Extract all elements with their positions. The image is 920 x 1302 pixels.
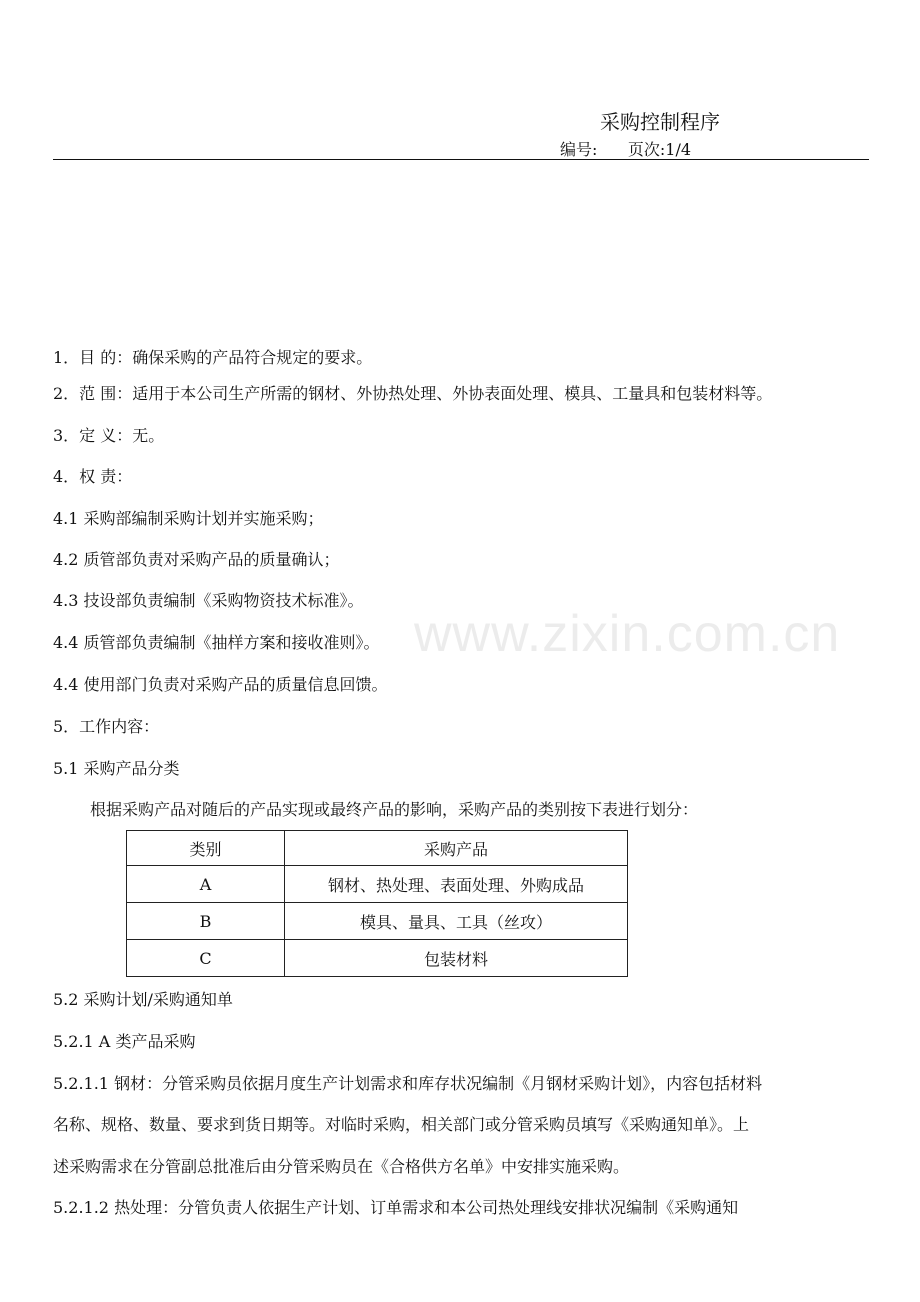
table-header-product: 采购产品	[285, 831, 628, 866]
item-5-1: 5.1 采购产品分类	[53, 759, 180, 778]
classification-table	[126, 830, 628, 977]
table-header-category: 类别	[127, 831, 285, 866]
document-number-page: 编号: 页次:1/4	[560, 140, 692, 159]
item-4-3: 4.3 技设部负责编制《采购物资技术标准》。	[53, 591, 364, 610]
item-5-2-1: 5.2.1 A 类产品采购	[53, 1032, 196, 1051]
table-row	[127, 903, 628, 940]
table-cell-product: 钢材、热处理、表面处理、外购成品	[285, 866, 628, 903]
table-cell-category: C	[127, 940, 285, 977]
item-4-4b: 4.4 使用部门负责对采购产品的质量信息回馈。	[53, 675, 388, 694]
section-work-content: 5．工作内容：	[53, 717, 160, 736]
item-4-4a: 4.4 质管部负责编制《抽样方案和接收准则》。	[53, 633, 380, 652]
section-definition: 3．定 义：无。	[53, 426, 165, 445]
item-5-2-1-2-line1: 5.2.1.2 热处理：分管负责人依据生产计划、订单需求和本公司热处理线安排状况编制《采购通知	[53, 1198, 739, 1217]
section-scope: 2．范 围：适用于本公司生产所需的钢材、外协热处理、外协表面处理、模具、工量具和包装材料等。	[53, 384, 773, 403]
document-title: 采购控制程序	[600, 110, 720, 134]
item-5-2: 5.2 采购计划/采购通知单	[53, 990, 233, 1009]
section-purpose: 1．目 的：确保采购的产品符合规定的要求。	[53, 348, 373, 367]
table-cell-product: 模具、量具、工具（丝攻）	[285, 903, 628, 940]
item-4-1: 4.1 采购部编制采购计划并实施采购；	[53, 509, 324, 528]
table-cell-product: 包装材料	[285, 940, 628, 977]
table-row	[127, 940, 628, 977]
item-5-2-1-1-line1: 5.2.1.1 钢材：分管采购员依据月度生产计划需求和库存状况编制《月钢材采购计划》，内容包括材料	[53, 1074, 763, 1093]
item-4-2: 4.2 质管部负责对采购产品的质量确认；	[53, 550, 340, 569]
classification-intro: 根据采购产品对随后的产品实现或最终产品的影响，采购产品的类别按下表进行划分：	[90, 800, 699, 819]
item-5-2-1-1-line2: 名称、规格、数量、要求到货日期等。对临时采购，相关部门或分管采购员填写《采购通知单》。上	[53, 1115, 750, 1134]
header-divider	[53, 159, 869, 160]
section-responsibility: 4．权 责：	[53, 467, 133, 486]
table-row	[127, 866, 628, 903]
item-5-2-1-1-line3: 述采购需求在分管副总批准后由分管采购员在《合格供方名单》中安排实施采购。	[53, 1157, 630, 1176]
table-header-row	[127, 831, 628, 866]
table-cell-category: B	[127, 903, 285, 940]
table-cell-category: A	[127, 866, 285, 903]
watermark: www.zixin.com.cn	[414, 605, 841, 663]
